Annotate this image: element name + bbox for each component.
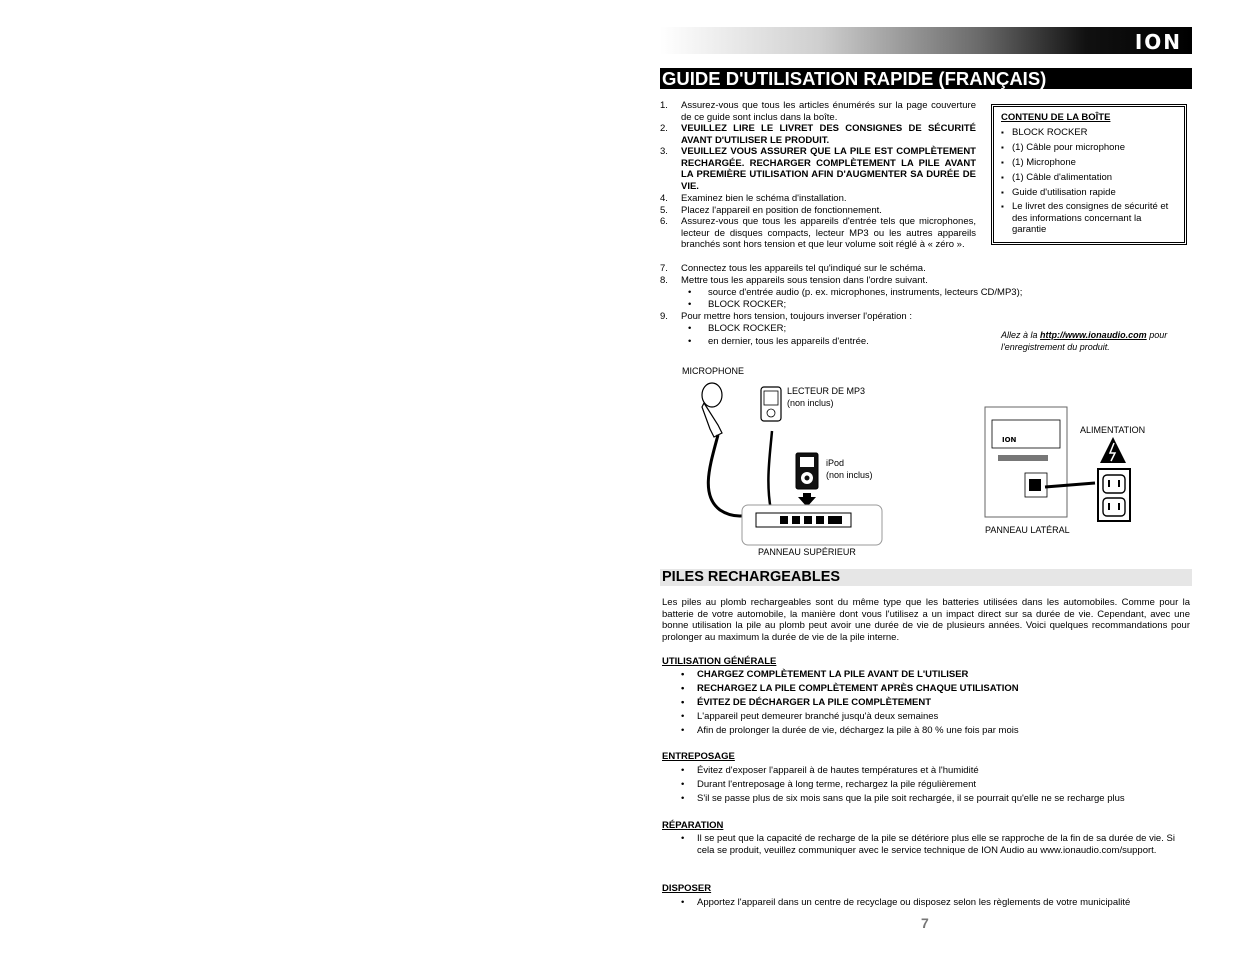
list-item: • Évitez d'exposer l'appareil à de hautes températures et à l'humidité	[681, 765, 1181, 777]
list-item: • ÉVITEZ DE DÉCHARGER LA PILE COMPLÈTEMENT	[681, 697, 1181, 709]
box-item: ▪ Guide d'utilisation rapide	[1001, 187, 1181, 199]
label-side-panel: PANNEAU LATÉRAL	[985, 525, 1070, 535]
box-item: ▪ (1) Microphone	[1001, 157, 1181, 169]
connection-diagram	[660, 375, 1192, 565]
step-3: 3. VEUILLEZ VOUS ASSURER QUE LA PILE EST COMPLÈTEMENT RECHARGÉE. RECHARGER COMPLÈTEMENT LA PILE AVANT LA PREMIÈRE UTILISATION AFIN D'AUGMENTER SA DURÉE DE VIE.	[660, 146, 976, 192]
box-item: ▪ Le livret des consignes de sécurité et des informations concernant la garantie	[1001, 201, 1173, 236]
power-outlet-icon	[1098, 469, 1130, 521]
box-contents-title: CONTENU DE LA BOÎTE	[1001, 112, 1111, 123]
step-1: 1. Assurez-vous que tous les articles énumérés sur la page couverture de ce guide sont inclus dans la boîte.	[660, 100, 976, 123]
step-7: 7. Connectez tous les appareils tel qu'indiqué sur le schéma.	[660, 263, 926, 274]
top-panel-icon	[742, 505, 882, 545]
step-4: 4. Examinez bien le schéma d'installation.	[660, 193, 847, 204]
label-top-panel: PANNEAU SUPÉRIEUR	[758, 547, 856, 557]
list-item: • Il se peut que la capacité de recharge de la pile se détériore plus elle se rapproche de la fin de sa durée de vie. Si cela se produit, veuillez communiquer avec le service technique de ION Audio au www.ionaudio.com/support.	[681, 833, 1181, 856]
general-use-heading: UTILISATION GÉNÉRALE	[662, 656, 777, 667]
ipod-icon	[796, 453, 818, 507]
list-item: • CHARGEZ COMPLÈTEMENT LA PILE AVANT DE L'UTILISER	[681, 669, 1181, 681]
step-6: 6. Assurez-vous que tous les appareils d'entrée tels que microphones, lecteur de disques compacts, lecteur MP3 ou les autres appareils branchés sont hors tension et que leur volume soit réglé à « zéro ».	[660, 216, 976, 251]
label-power: ALIMENTATION	[1080, 425, 1146, 435]
list-item: • RECHARGEZ LA PILE COMPLÈTEMENT APRÈS CHAQUE UTILISATION	[681, 683, 1181, 695]
label-microphone: MICROPHONE	[682, 366, 745, 376]
page-number: 7	[921, 915, 929, 931]
label-ipod: iPod	[826, 458, 845, 468]
list-item: • Apportez l'appareil dans un centre de recyclage ou disposez selon les règlements de votre municipalité	[681, 897, 1181, 909]
ionaudio-link[interactable]: http://www.ionaudio.com	[1040, 330, 1147, 340]
registration-note: Allez à la http://www.ionaudio.com pour l'enregistrement du produit.	[1001, 330, 1168, 352]
side-panel-logo: ION	[1002, 436, 1017, 444]
step-8-sub-2: • BLOCK ROCKER;	[690, 299, 786, 311]
step-2: 2. VEUILLEZ LIRE LE LIVRET DES CONSIGNES DE SÉCURITÉ AVANT D'UTILISER LE PRODUIT.	[660, 123, 976, 146]
ion-logo: ION	[1134, 30, 1182, 54]
label-mp3-note: (non inclus)	[787, 398, 834, 408]
dispose-heading: DISPOSER	[662, 883, 712, 894]
box-item: ▪ BLOCK ROCKER	[1001, 127, 1181, 139]
label-ipod-note: (non inclus)	[826, 470, 873, 480]
step-8: 8. Mettre tous les appareils sous tension dans l'ordre suivant.	[660, 275, 928, 286]
step-8-sub-1: • source d'entrée audio (p. ex. microphones, instruments, lecteurs CD/MP3);	[690, 287, 1022, 299]
step-5: 5. Placez l'appareil en position de fonctionnement.	[660, 205, 882, 216]
list-item: • Durant l'entreposage à long terme, rechargez la pile régulièrement	[681, 779, 1181, 791]
page-title: GUIDE D'UTILISATION RAPIDE (FRANÇAIS)	[660, 68, 1192, 89]
label-mp3: LECTEUR DE MP3	[787, 386, 866, 396]
box-item: ▪ (1) Câble d'alimentation	[1001, 172, 1181, 184]
batteries-section-title: PILES RECHARGEABLES	[660, 569, 1192, 586]
list-item: • Afin de prolonger la durée de vie, déchargez la pile à 80 % une fois par mois	[681, 725, 1181, 737]
step-9-sub-1: • BLOCK ROCKER;	[690, 323, 786, 335]
list-item: • L'appareil peut demeurer branché jusqu'à deux semaines	[681, 711, 1181, 723]
repair-heading: RÉPARATION	[662, 820, 724, 831]
microphone-icon	[702, 383, 760, 516]
box-item: ▪ (1) Câble pour microphone	[1001, 142, 1181, 154]
step-9-sub-2: • en dernier, tous les appareils d'entrée.	[690, 336, 869, 348]
storage-heading: ENTREPOSAGE	[662, 751, 735, 762]
mp3-player-icon	[761, 387, 781, 515]
header-gradient-bar	[660, 27, 1192, 54]
warning-icon	[1100, 437, 1126, 463]
side-panel-icon	[985, 407, 1095, 517]
batteries-intro: Les piles au plomb rechargeables sont du même type que les batteries utilisées dans les automobiles. Comme pour la batterie de votre automobile, la manière dont vous l'utilisez a un impact direct sur sa durée de vie. Cependant, avec une bonne utilisation la pile au plomb peut avoir une durée de vie de plusieurs années. Voici quelques recommandations pour prolonger au maximum la durée de vie de la pile interne.	[662, 597, 1190, 643]
list-item: • S'il se passe plus de six mois sans que la pile soit rechargée, il se pourrait qu'elle ne se recharge plus	[681, 793, 1181, 805]
step-9: 9. Pour mettre hors tension, toujours inverser l'opération :	[660, 311, 912, 322]
